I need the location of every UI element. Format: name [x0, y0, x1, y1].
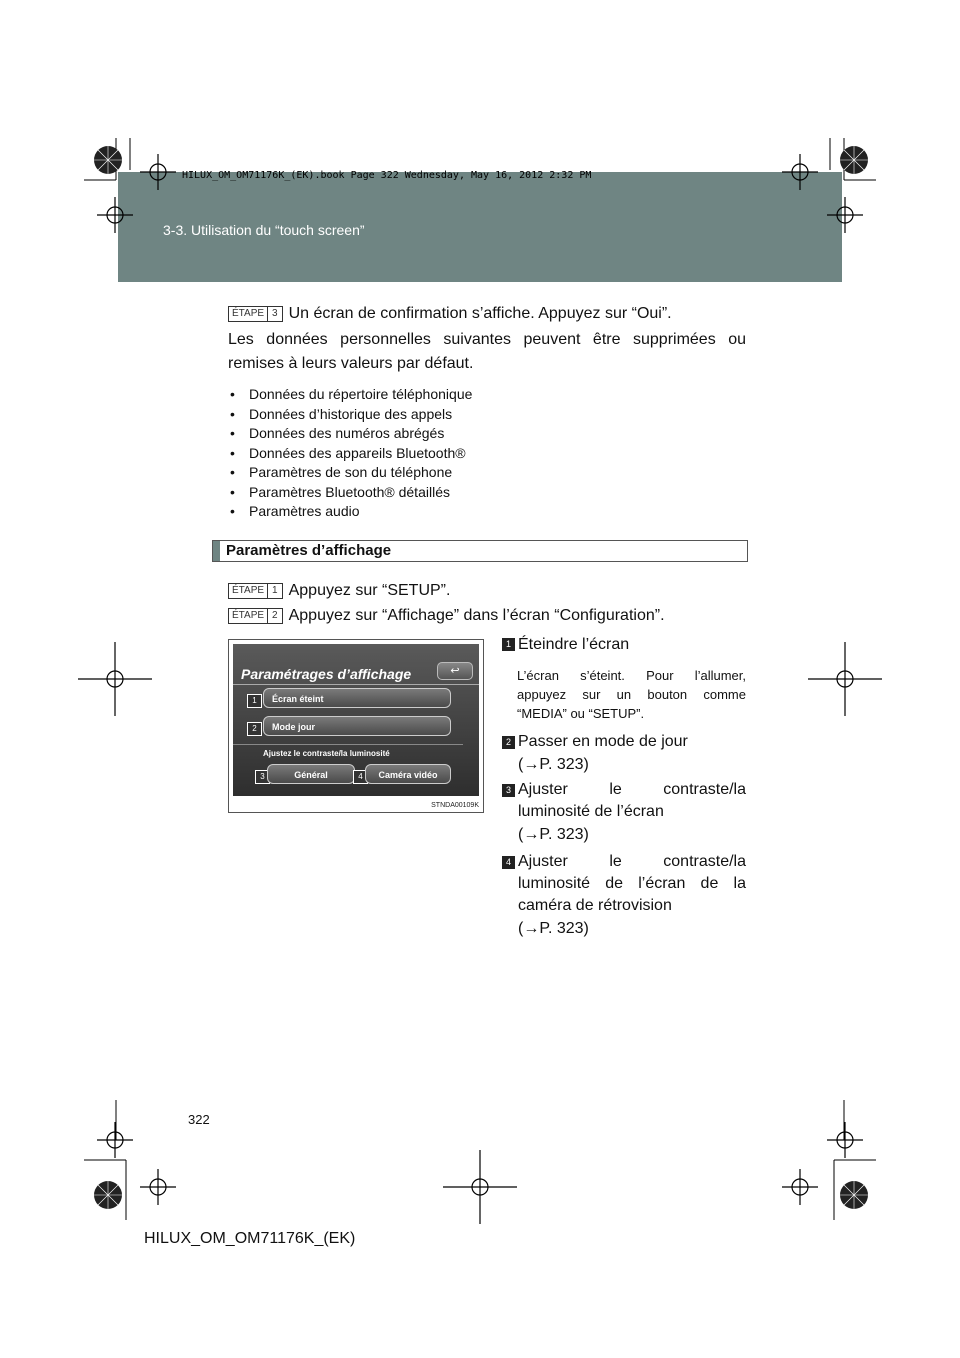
- item-2-label: Passer en mode de jour: [518, 733, 688, 750]
- data-list: [228, 385, 472, 522]
- list-item: • Paramètres audio: [228, 502, 472, 522]
- page-number: 322: [188, 1112, 210, 1127]
- step-3: [228, 305, 672, 323]
- screen-divider: [233, 684, 479, 685]
- item-number: 1: [502, 638, 515, 651]
- screen-illustration: [228, 639, 484, 813]
- step-badge: ÉTAPE 3: [228, 306, 283, 322]
- step-1-text: Appuyez sur “SETUP”.: [288, 582, 451, 599]
- screen-off-button: Écran éteint: [263, 688, 451, 708]
- section-title: 3-3. Utilisation du “touch screen”: [163, 222, 365, 238]
- item-number: 2: [502, 736, 515, 749]
- callout-4: 4: [353, 770, 368, 784]
- list-item: • Données du répertoire téléphonique: [228, 385, 472, 405]
- section-header-bar: [213, 541, 220, 561]
- general-button: Général: [267, 764, 355, 784]
- item-1-label: Éteindre l’écran: [518, 636, 630, 653]
- callout-1: 1: [247, 694, 262, 708]
- screen-separator: [233, 744, 463, 745]
- list-item: • Données d’historique des appels: [228, 405, 472, 425]
- item-4-label: Ajuster le contraste/la luminosité de l’écran de la caméra de rétrovision: [518, 853, 746, 914]
- callout-3: 3: [255, 770, 270, 784]
- step-3-text: Un écran de confirmation s’affiche. Appuyez sur “Oui”.: [288, 305, 672, 322]
- screen-title: Paramétrages d’affichage: [241, 666, 412, 682]
- camera-button: Caméra vidéo: [365, 764, 451, 784]
- intro-paragraph: Les données personnelles suivantes peuvent être supprimées ou remises à leurs valeurs par défaut.: [228, 331, 746, 372]
- item-3-ref: (→P. 323): [518, 826, 589, 843]
- day-mode-button: Mode jour: [263, 716, 451, 736]
- item-number: 4: [502, 856, 515, 869]
- list-item: • Données des numéros abrégés: [228, 424, 472, 444]
- step-badge: ÉTAPE 1: [228, 583, 283, 599]
- figure-code: STNDA00109K: [431, 802, 479, 809]
- callout-2: 2: [247, 722, 262, 736]
- list-item: • Paramètres de son du téléphone: [228, 463, 472, 483]
- list-item: • Paramètres Bluetooth® détaillés: [228, 483, 472, 503]
- screen-subtitle: Ajustez le contraste/la luminosité: [263, 749, 390, 758]
- section-header: Paramètres d’affichage: [212, 540, 748, 562]
- step-1: [228, 582, 450, 600]
- item-2-ref: (→P. 323): [518, 756, 589, 773]
- step-2-text: Appuyez sur “Affichage” dans l’écran “Configuration”.: [288, 607, 665, 624]
- step-2: [228, 607, 665, 625]
- footer-code: HILUX_OM_OM71176K_(EK): [144, 1230, 356, 1247]
- item-1-desc: L’écran s’éteint. Pour l’allumer, appuyez sur un bouton comme “MEDIA” ou “SETUP”.: [517, 668, 746, 721]
- screen: [233, 644, 479, 796]
- book-stamp: HILUX_OM_OM71176K_(EK).book Page 322 Wednesday, May 16, 2012 2:32 PM: [182, 170, 592, 181]
- step-badge: ÉTAPE 2: [228, 608, 283, 624]
- list-item: • Données des appareils Bluetooth®: [228, 444, 472, 464]
- back-icon: ↩: [437, 662, 473, 680]
- item-number: 3: [502, 784, 515, 797]
- item-3-label: Ajuster le contraste/la luminosité de l’écran: [518, 781, 746, 820]
- item-4-ref: (→P. 323): [518, 920, 589, 937]
